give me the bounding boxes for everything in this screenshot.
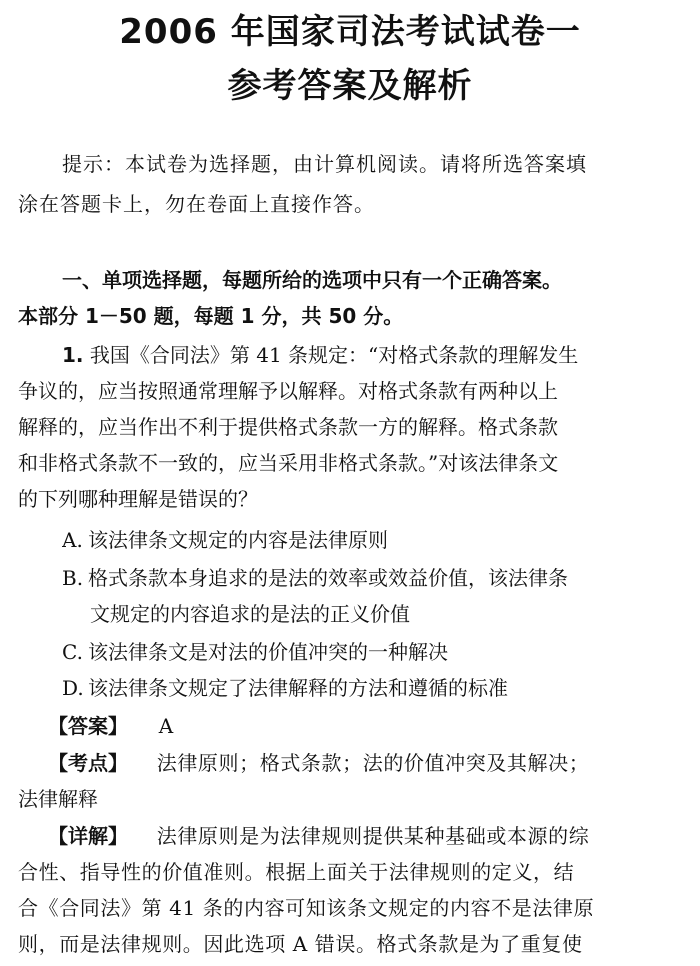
section-heading-line-2: 本部分 1－50 题，每题 1 分，共 50 分。 [18,304,404,328]
explanation-line-3: 合《合同法》第 41 条的内容可知该条文规定的内容不是法律原 [18,896,595,920]
option-a [62,522,684,558]
option-a-text: 该法律条文规定的内容是法律原则 [88,528,388,552]
title-line-1: 2006 年国家司法考试试卷一 [119,12,581,52]
keypoint-text: 法律原则；格式条款；法的价值冲突及其解决； [156,751,590,775]
explanation-label: 【详解】 [48,824,128,848]
explanation-line-2: 合性、指导性的价值准则。根据上面关于法律规则的定义，结 [18,860,575,884]
question-1-line-2: 争议的，应当按照通常理解予以解释。对格式条款有两种以上 [18,379,558,403]
hint-line-2: 涂在答题卡上，勿在卷面上直接作答。 [18,192,375,216]
option-d-letter: D. [62,676,84,700]
question-text: 我国《合同法》第 41 条规定：“对格式条款的理解发生 [89,343,579,367]
answer-row [48,708,700,744]
option-b-text: 格式条款本身追求的是法的效率或效益价值，该法律条 [88,566,568,590]
keypoint-label: 【考点】 [48,751,128,775]
option-d-text: 该法律条文规定了法律解释的方法和遵循的标准 [88,676,508,700]
option-d [62,670,684,706]
option-b [62,560,684,596]
explanation-row [48,818,684,854]
option-a-letter: A. [62,528,83,552]
answer-value: A [158,714,174,738]
explanation-line-4: 则，而是法律规则。因此选项 A 错误。格式条款是为了重复使 [18,932,583,956]
option-c-letter: C. [62,640,83,664]
option-b-letter: B. [62,566,84,590]
option-b-continuation: 文规定的内容追求的是法的正义价值 [90,602,410,626]
question-number: 1. [62,343,84,367]
answer-label: 【答案】 [48,714,128,738]
question-1-line-4: 和非格式条款不一致的，应当采用非格式条款。”对该法律条文 [18,451,559,475]
explanation-text: 法律原则是为法律规则提供某种基础或本源的综 [156,824,590,848]
keypoint-row [48,745,684,781]
option-c [62,634,684,670]
hint-line-1: 提示：本试卷为选择题，由计算机阅读。请将所选答案填 [62,152,587,176]
question-1-line-3: 解释的，应当作出不利于提供格式条款一方的解释。格式条款 [18,415,558,439]
section-heading-line-1: 一、单项选择题，每题所给的选项中只有一个正确答案。 [62,268,562,292]
question-1-line-5: 的下列哪种理解是错误的？ [18,487,258,511]
title-line-2: 参考答案及解析 [227,66,473,106]
question-1-line-1 [62,337,684,373]
option-c-text: 该法律条文是对法的价值冲突的一种解决 [88,640,448,664]
keypoint-continuation: 法律解释 [18,787,98,811]
